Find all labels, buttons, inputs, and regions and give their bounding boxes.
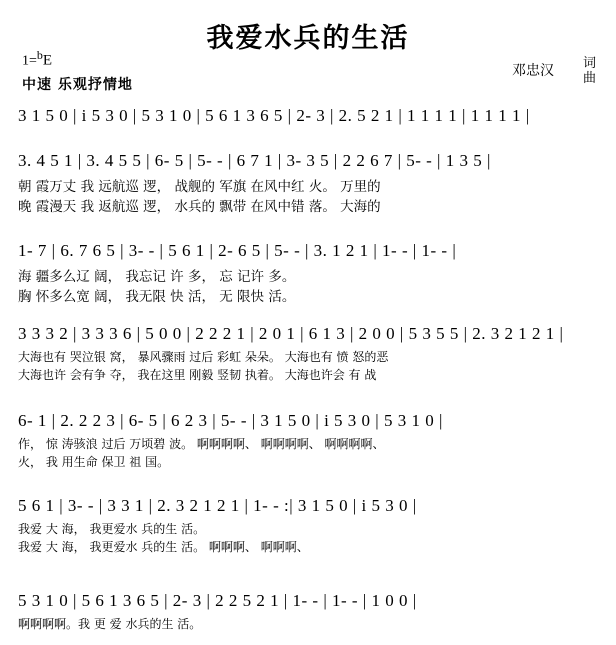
composer-name: 邓忠汉 xyxy=(512,63,554,79)
notation-line: 3 1 5 0 | i 5 3 0 | 5 3 1 0 | 5 6 1 3 6 5 | 2- 3 | 2. 5 2 1 | 1 1 1 1 | 1 1 1 1 | xyxy=(18,106,530,125)
lyric-line-2: 大海也许 会有争 夺， 我在这里 刚毅 竖韧 执着。 大海也许会 有 战 xyxy=(18,368,377,382)
key-prefix: 1= xyxy=(22,53,37,69)
lyric-line-1: 啊啊啊啊。我 更 爱 水兵的生 活。 xyxy=(18,617,202,631)
lyric-line-2: 我爱 大 海， 我更爱水 兵的生 活。 啊啊啊、 啊啊啊、 xyxy=(18,540,309,554)
page-title: 我爱水兵的生活 xyxy=(206,23,410,54)
notation-line: 6- 1 | 2. 2 2 3 | 6- 5 | 6 2 3 | 5- - | 3 1 5 0 | i 5 3 0 | 5 3 1 0 | xyxy=(18,411,443,430)
notation-line: 1- 7 | 6. 7 6 5 | 3- - | 5 6 1 | 2- 6 5 | 5- - | 3. 1 2 1 | 1- - | 1- - | xyxy=(18,241,457,260)
lyric-line-1: 我爱 大 海， 我更爱水 兵的生 活。 xyxy=(18,522,206,536)
notation-line: 5 3 1 0 | 5 6 1 3 6 5 | 2- 3 | 2 2 5 2 1 | 1- - | 1- - | 1 0 0 | xyxy=(18,591,417,610)
lyric-line-1: 作， 惊 涛骇浪 过后 万顷碧 波。 啊啊啊啊、 啊啊啊啊、 啊啊啊啊、 xyxy=(18,437,385,451)
notation-line: 3 3 3 2 | 3 3 3 6 | 5 0 0 | 2 2 2 1 | 2 0 1 | 6 1 3 | 2 0 0 | 5 3 5 5 | 2. 3 2 1 2 1 | xyxy=(18,324,564,343)
lyric-line-2: 晚 霞漫天 我 返航巡 逻， 水兵的 飘带 在风中错 落。 大海的 xyxy=(18,199,381,215)
notation-line: 3. 4 5 1 | 3. 4 5 5 | 6- 5 | 5- - | 6 7 1 | 3- 3 5 | 2 2 6 7 | 5- - | 1 3 5 | xyxy=(18,151,491,170)
flat-symbol: b xyxy=(36,48,43,62)
role-composer: 曲 xyxy=(582,71,596,86)
lyric-line-2: 火， 我 用生命 保卫 祖 国。 xyxy=(18,455,170,469)
lyric-line-1: 大海也有 哭泣银 窝， 暴风骤雨 过后 彩虹 朵朵。 大海也有 愤 怒的恶 xyxy=(18,350,389,364)
tempo-marking: 中速 乐观抒情地 xyxy=(22,77,133,93)
role-lyricist: 词 xyxy=(582,56,596,71)
lyric-line-2: 胸 怀多么宽 阔， 我无限 快 活， 无 限快 活。 xyxy=(18,289,296,305)
notation-line: 5 6 1 | 3- - | 3 3 1 | 2. 3 2 1 2 1 | 1- - :| 3 1 5 0 | i 5 3 0 | xyxy=(18,496,417,515)
credit-roles xyxy=(583,56,596,86)
lyric-line-1: 朝 霞万丈 我 远航巡 逻， 战舰的 军旗 在风中红 火。 万里的 xyxy=(18,179,381,195)
key-signature xyxy=(22,48,52,70)
key-letter: E xyxy=(42,52,53,69)
lyric-line-1: 海 疆多么辽 阔， 我忘记 许 多， 忘 记许 多。 xyxy=(18,269,296,285)
